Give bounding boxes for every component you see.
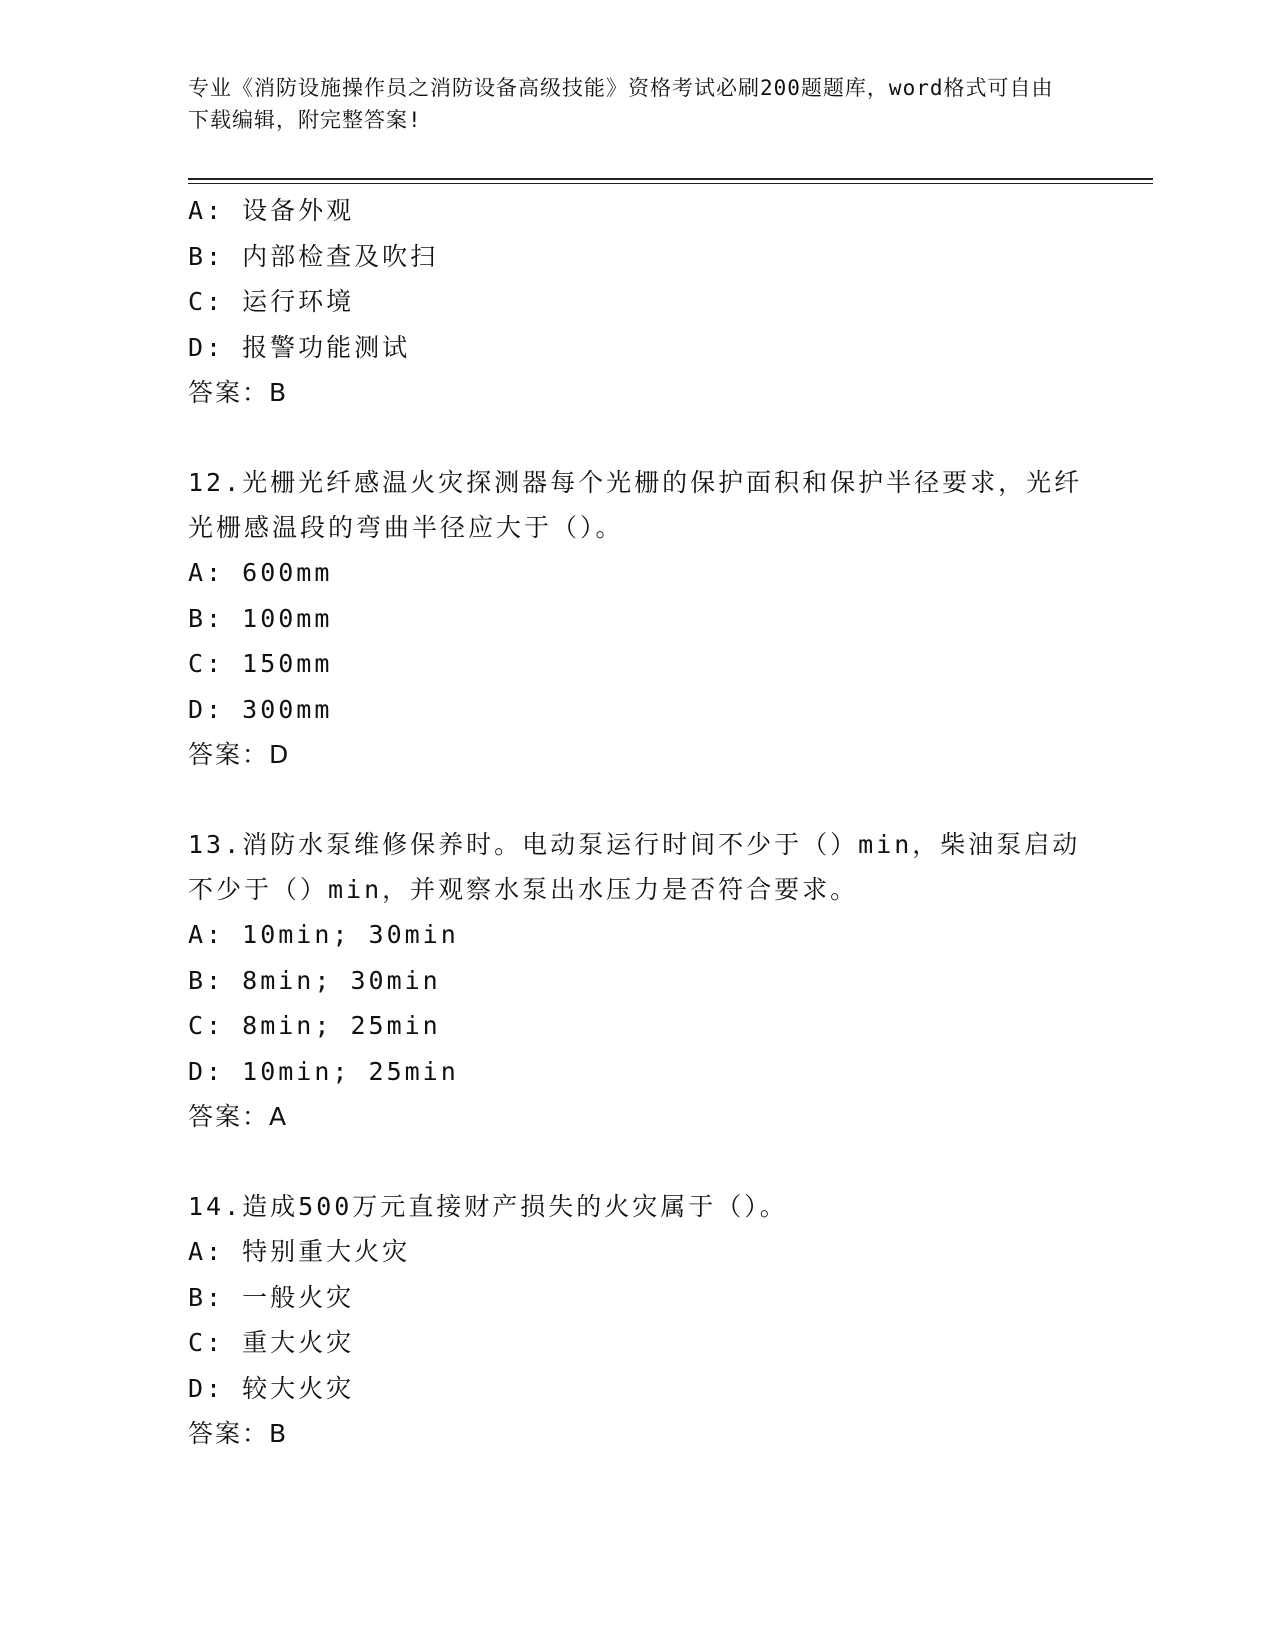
option-d: D: 报警功能测试: [188, 332, 411, 362]
question-text: 13.消防水泵维修保养时。电动泵运行时间不少于（）min，柴油泵启动不少于（）min，并观察水泵出水压力是否符合要求。: [188, 830, 1081, 904]
option-b: B: 一般火灾: [188, 1282, 355, 1312]
header-divider: [188, 178, 1153, 184]
option-b: B: 8min; 30min: [188, 965, 441, 995]
question-block-11: [188, 188, 1088, 415]
question-text: 12.光栅光纤感温火灾探测器每个光栅的保护面积和保护半径要求，光纤光栅感温段的弯曲半径应大于（）。: [188, 468, 1083, 542]
answer-line: 答案：B: [188, 1419, 289, 1448]
question-block-12: [188, 460, 1088, 777]
option-c: C: 运行环境: [188, 287, 355, 316]
document-header: 专业《消防设施操作员之消防设备高级技能》资格考试必刷200题题库，word格式可自由下载编辑，附完整答案!: [188, 76, 1054, 132]
answer-line: 答案：B: [188, 378, 289, 407]
option-c: C: 8min; 25min: [188, 1011, 441, 1040]
answer-line: 答案：D: [188, 740, 291, 769]
option-a: A: 600mm: [188, 558, 333, 587]
answer-line: 答案：A: [188, 1102, 289, 1131]
question-block-13: [188, 822, 1088, 1139]
option-a: A: 设备外观: [188, 196, 355, 225]
question-list: [188, 188, 1088, 1501]
option-b: B: 100mm: [188, 603, 333, 633]
option-a: A: 10min; 30min: [188, 920, 459, 949]
option-d: D: 300mm: [188, 694, 333, 724]
option-d: D: 较大火灾: [188, 1373, 355, 1403]
option-b: B: 内部检查及吹扫: [188, 241, 439, 271]
option-c: C: 重大火灾: [188, 1328, 355, 1357]
question-text: 14.造成500万元直接财产损失的火灾属于（）。: [188, 1192, 788, 1221]
question-block-14: [188, 1184, 1088, 1456]
option-c: C: 150mm: [188, 649, 333, 678]
option-d: D: 10min; 25min: [188, 1056, 459, 1086]
option-a: A: 特别重大火灾: [188, 1237, 411, 1266]
